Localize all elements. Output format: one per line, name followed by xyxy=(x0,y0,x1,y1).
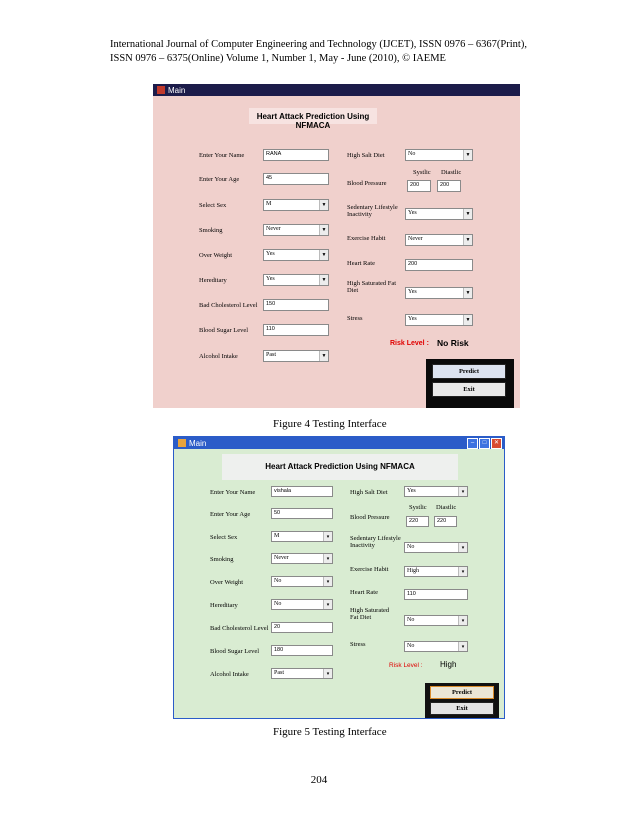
stress-value: Yes xyxy=(408,316,417,322)
label-systolic: Systlic xyxy=(413,169,431,176)
smoking-value: Never xyxy=(266,226,281,232)
window-title: Main xyxy=(168,85,186,95)
label-diastolic: Diastlic xyxy=(441,169,462,176)
salt-value: No xyxy=(408,151,416,157)
label-age: Enter Your Age xyxy=(210,511,251,518)
dropdown-arrow-icon: ▾ xyxy=(323,577,332,586)
label-smoking: Smoking xyxy=(210,556,234,563)
hereditary-select[interactable] xyxy=(271,599,333,610)
label-sedentary: Sedentary Lifestyle Inactivity xyxy=(347,204,398,218)
figure-4-caption: Figure 4 Testing Interface xyxy=(273,418,387,430)
hereditary-value: No xyxy=(274,601,282,607)
label-cholesterol: Bad Cholesterol Level xyxy=(199,302,258,309)
stress-value: No xyxy=(407,643,415,649)
overweight-value: No xyxy=(274,578,282,584)
close-icon[interactable]: ✕ xyxy=(491,438,502,449)
dropdown-arrow-icon: ▾ xyxy=(458,567,467,576)
smoking-select[interactable] xyxy=(263,224,329,236)
salt-select[interactable] xyxy=(405,149,473,161)
dropdown-arrow-icon: ▾ xyxy=(323,669,332,678)
dropdown-arrow-icon: ▾ xyxy=(458,487,467,496)
dropdown-arrow-icon: ▾ xyxy=(323,554,332,563)
dropdown-arrow-icon: ▾ xyxy=(323,600,332,609)
label-heart-rate: Heart Rate xyxy=(347,260,375,267)
label-sugar: Blood Sugar Level xyxy=(199,327,249,334)
smoking-select[interactable] xyxy=(271,553,333,564)
alcohol-value: Past xyxy=(274,670,285,676)
minimize-icon[interactable]: – xyxy=(467,438,478,449)
label-alcohol: Alcohol Intake xyxy=(199,353,238,360)
fat-value: Yes xyxy=(408,289,417,295)
label-sedentary: Sedentary Lifestyle Inactivity xyxy=(350,535,401,549)
diastolic-input[interactable]: 220 xyxy=(434,516,457,527)
systolic-input[interactable]: 200 xyxy=(407,180,431,192)
sedentary-value: No xyxy=(407,544,415,550)
predict-button[interactable]: Predict xyxy=(430,686,494,699)
label-stress: Stress xyxy=(347,315,363,322)
label-heart-rate: Heart Rate xyxy=(350,589,378,596)
salt-value: Yes xyxy=(407,488,416,494)
dropdown-arrow-icon: ▼ xyxy=(319,250,328,260)
label-hereditary: Hereditary xyxy=(210,602,238,609)
salt-select[interactable] xyxy=(404,486,468,497)
label-fat: High Saturated Fat Diet xyxy=(350,607,390,621)
label-name: Enter Your Name xyxy=(199,152,245,159)
label-sex: Select Sex xyxy=(199,202,227,209)
risk-value: High xyxy=(440,660,457,669)
dropdown-arrow-icon: ▼ xyxy=(319,351,328,361)
age-input[interactable]: 50 xyxy=(271,508,333,519)
window-title: Main xyxy=(189,438,207,448)
exit-button[interactable]: Exit xyxy=(432,382,506,397)
header-line-2: ISSN 0976 – 6375(Online) Volume 1, Number 1, May - June (2010), © IAEME xyxy=(110,53,446,64)
fat-select[interactable] xyxy=(405,287,473,299)
sedentary-select[interactable] xyxy=(405,208,473,220)
label-systolic: Systlic xyxy=(409,504,427,511)
stress-select[interactable] xyxy=(405,314,473,326)
label-smoking: Smoking xyxy=(199,227,223,234)
sex-value: M xyxy=(266,201,272,207)
diastolic-input[interactable]: 200 xyxy=(437,180,461,192)
figure-5-titlebar xyxy=(174,437,504,449)
figure-4-titlebar xyxy=(153,84,520,96)
exercise-select[interactable] xyxy=(404,566,468,577)
label-hereditary: Hereditary xyxy=(199,277,227,284)
hereditary-select[interactable] xyxy=(263,274,329,286)
sex-select[interactable] xyxy=(271,531,333,542)
overweight-select[interactable] xyxy=(263,249,329,261)
alcohol-value: Past xyxy=(266,352,277,358)
stress-select[interactable] xyxy=(404,641,468,652)
name-input[interactable]: vishala xyxy=(271,486,333,497)
heart-rate-input[interactable]: 200 xyxy=(405,259,473,271)
name-input[interactable]: RANA xyxy=(263,149,329,161)
page-number: 204 xyxy=(310,774,328,786)
sedentary-value: Yes xyxy=(408,210,417,216)
label-exercise: Exercise Habit xyxy=(347,235,386,242)
dropdown-arrow-icon: ▾ xyxy=(458,543,467,552)
exit-button[interactable]: Exit xyxy=(430,702,494,715)
label-diastolic: Diastlic xyxy=(436,504,457,511)
sugar-input[interactable]: 180 xyxy=(271,645,333,656)
overweight-select[interactable] xyxy=(271,576,333,587)
label-sex: Select Sex xyxy=(210,534,238,541)
label-salt: High Salt Diet xyxy=(347,152,385,159)
smoking-value: Never xyxy=(274,555,289,561)
cholesterol-input[interactable]: 20 xyxy=(271,622,333,633)
dropdown-arrow-icon: ▾ xyxy=(458,642,467,651)
dropdown-arrow-icon: ▼ xyxy=(463,288,472,298)
label-bp: Blood Pressure xyxy=(350,514,390,521)
predict-button[interactable]: Predict xyxy=(432,364,506,379)
risk-label: Risk Level : xyxy=(390,340,429,347)
exercise-select[interactable] xyxy=(405,234,473,246)
panel-title: Heart Attack Prediction Using NFMACA xyxy=(256,112,370,130)
dropdown-arrow-icon: ▼ xyxy=(319,200,328,210)
maximize-icon[interactable]: □ xyxy=(479,438,490,449)
dropdown-arrow-icon: ▼ xyxy=(463,315,472,325)
risk-value: No Risk xyxy=(437,338,469,348)
figure-5-window xyxy=(173,436,505,719)
overweight-value: Yes xyxy=(266,251,275,257)
label-stress: Stress xyxy=(350,641,366,648)
label-overweight: Over Weight xyxy=(199,252,233,259)
sedentary-select[interactable] xyxy=(404,542,468,553)
exercise-value: High xyxy=(407,568,419,574)
dropdown-arrow-icon: ▼ xyxy=(319,275,328,285)
sugar-input[interactable]: 110 xyxy=(263,324,329,336)
fat-value: No xyxy=(407,617,415,623)
panel-title: Heart Attack Prediction Using NFMACA xyxy=(265,462,415,471)
figure-4-window xyxy=(153,84,520,408)
systolic-input[interactable]: 220 xyxy=(406,516,429,527)
app-icon xyxy=(178,439,186,447)
cholesterol-input[interactable]: 150 xyxy=(263,299,329,311)
dropdown-arrow-icon: ▼ xyxy=(463,150,472,160)
sex-value: M xyxy=(274,533,280,539)
label-exercise: Exercise Habit xyxy=(350,566,389,573)
exercise-value: Never xyxy=(408,236,423,242)
risk-label: Risk Level : xyxy=(389,662,423,669)
dropdown-arrow-icon: ▼ xyxy=(319,225,328,235)
dropdown-arrow-icon: ▼ xyxy=(463,235,472,245)
label-age: Enter Your Age xyxy=(199,176,240,183)
header-line-1: International Journal of Computer Engineering and Technology (IJCET), ISSN 0976 – 6367(Print), xyxy=(110,39,527,50)
alcohol-select[interactable] xyxy=(263,350,329,362)
dropdown-arrow-icon: ▼ xyxy=(463,209,472,219)
figure-5-caption: Figure 5 Testing Interface xyxy=(273,726,387,738)
label-overweight: Over Weight xyxy=(210,579,244,586)
alcohol-select[interactable] xyxy=(271,668,333,679)
label-bp: Blood Pressure xyxy=(347,180,387,187)
label-alcohol: Alcohol Intake xyxy=(210,671,249,678)
label-fat: High Saturated Fat Diet xyxy=(347,280,397,294)
label-sugar: Blood Sugar Level xyxy=(210,648,260,655)
fat-select[interactable] xyxy=(404,615,468,626)
label-salt: High Salt Diet xyxy=(350,489,388,496)
dropdown-arrow-icon: ▾ xyxy=(458,616,467,625)
label-name: Enter Your Name xyxy=(210,489,256,496)
hereditary-value: Yes xyxy=(266,276,275,282)
figure-4-panel xyxy=(153,96,520,408)
journal-header xyxy=(110,38,550,66)
sex-select[interactable] xyxy=(263,199,329,211)
app-icon xyxy=(157,86,165,94)
label-cholesterol: Bad Cholesterol Level xyxy=(210,625,269,632)
heart-rate-input[interactable]: 110 xyxy=(404,589,468,600)
age-input[interactable]: 45 xyxy=(263,173,329,185)
figure-5-panel xyxy=(174,449,504,718)
dropdown-arrow-icon: ▾ xyxy=(323,532,332,541)
